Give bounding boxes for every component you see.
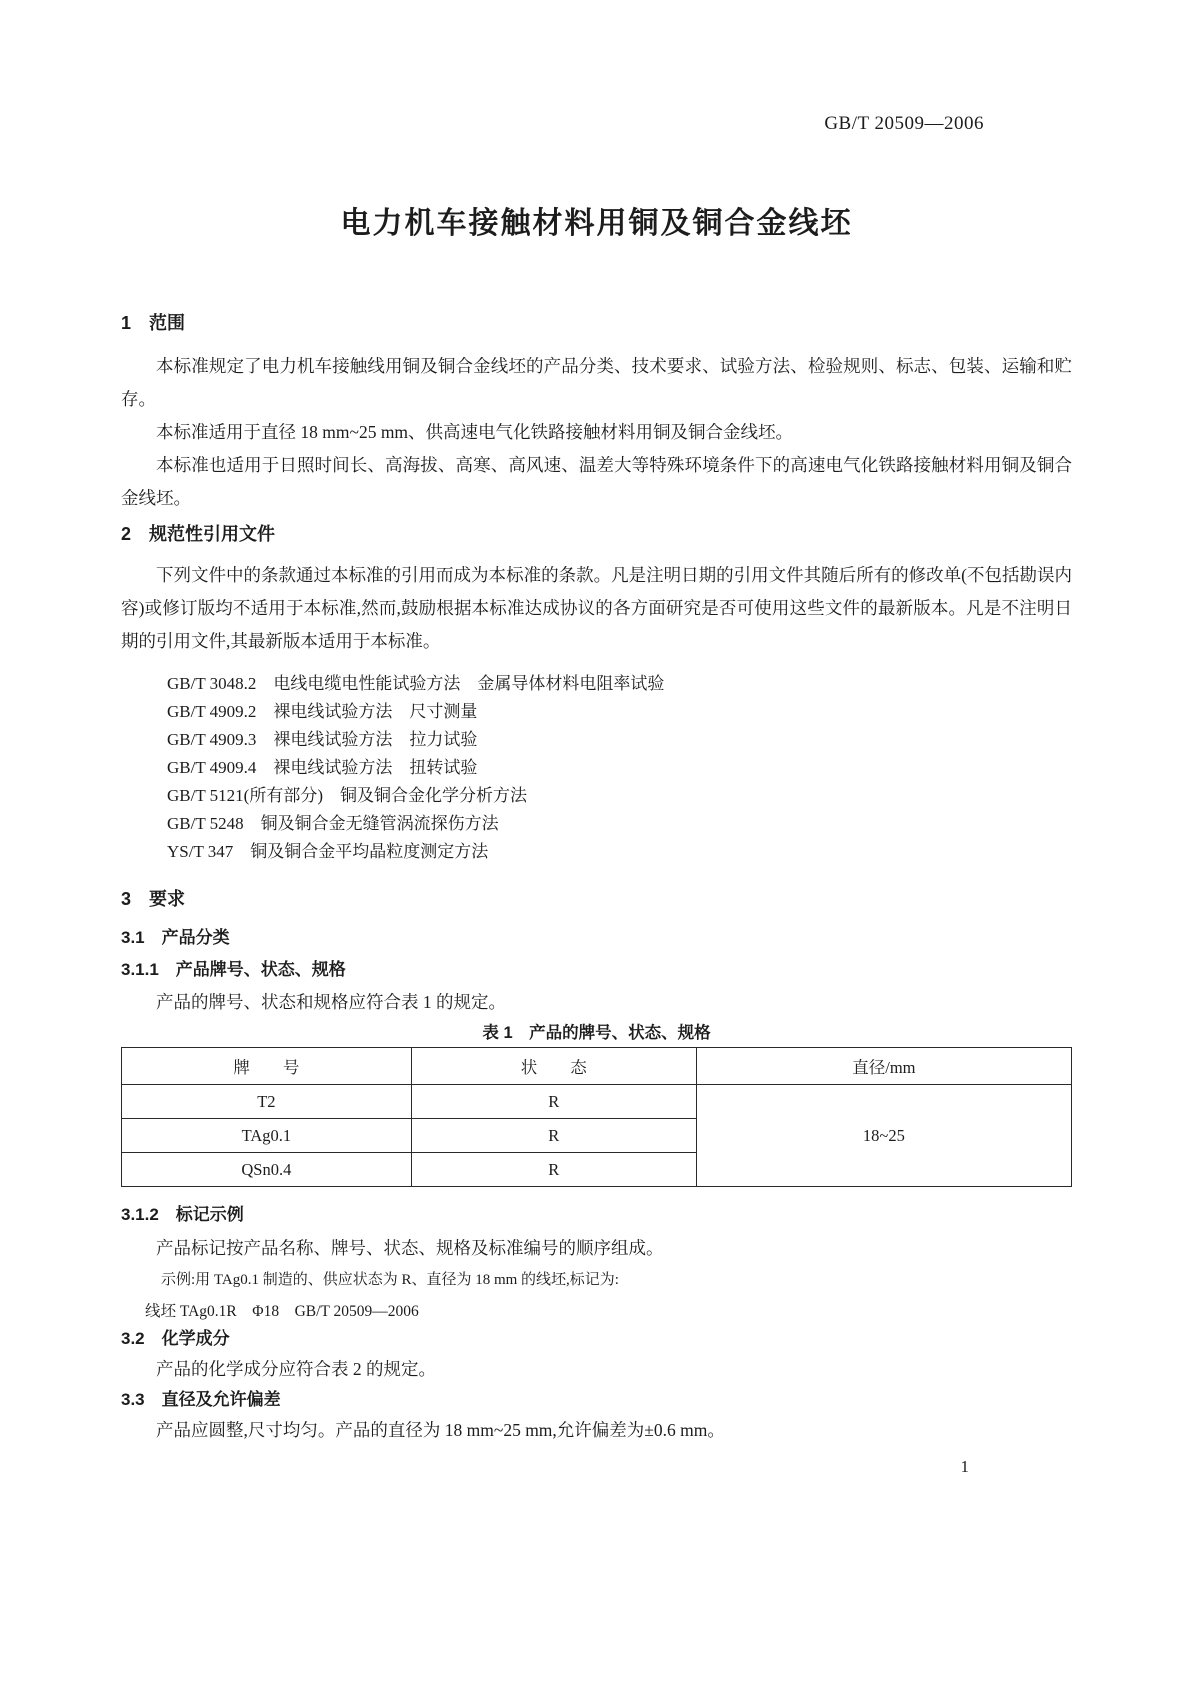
page-title: 电力机车接触材料用铜及铜合金线坯 <box>340 207 853 240</box>
table-cell-state: R <box>411 1119 696 1153</box>
section-3-heading: 3 要求 <box>121 889 186 909</box>
marking-example: 线坯 TAg0.1R Φ18 GB/T 20509—2006 <box>145 1303 419 1320</box>
table-cell-diameter: 18~25 <box>696 1085 1071 1187</box>
section-3-1-2-heading: 3.1.2 标记示例 <box>121 1205 244 1224</box>
table-row <box>122 1085 1072 1119</box>
page-number: 1 <box>960 1457 969 1476</box>
section-3-1-1-paragraph: 产品的牌号、状态和规格应符合表 1 的规定。 <box>156 992 506 1012</box>
section-3-1-2-paragraph: 产品标记按产品名称、牌号、状态、规格及标准编号的顺序组成。 <box>156 1238 664 1258</box>
table-header-grade: 牌 号 <box>122 1048 412 1085</box>
section-1-paragraph-3: 本标准也适用于日照时间长、高海拔、高寒、高风速、温差大等特殊环境条件下的高速电气化铁路接触材料用铜及铜合金线坯。 <box>121 455 1072 508</box>
section-3-3-heading: 3.3 直径及允许偏差 <box>121 1390 281 1409</box>
section-2-paragraph-1: 下列文件中的条款通过本标准的引用而成为本标准的条款。凡是注明日期的引用文件其随后所有的修改单(不包括勘误内容)或修订版均不适用于本标准,然而,鼓励根据本标准达成协议的各方面研究是否可使用这些文件的最新版本。凡是不注明日期的引用文件,其最新版本适用于本标准。 <box>121 565 1072 651</box>
reference-item: GB/T 5121(所有部分) 铜及铜合金化学分析方法 <box>167 786 527 805</box>
section-3-1-heading: 3.1 产品分类 <box>121 928 230 947</box>
table-cell-grade: T2 <box>122 1085 412 1119</box>
reference-item: GB/T 5248 铜及铜合金无缝管涡流探伤方法 <box>167 814 499 833</box>
section-3-2-heading: 3.2 化学成分 <box>121 1329 230 1348</box>
table-header-diameter: 直径/mm <box>696 1048 1071 1085</box>
marking-example-intro: 示例:用 TAg0.1 制造的、供应状态为 R、直径为 18 mm 的线坯,标记为: <box>161 1272 619 1288</box>
normative-references-list <box>167 670 1072 866</box>
table-cell-state: R <box>411 1153 696 1187</box>
section-3-2-paragraph: 产品的化学成分应符合表 2 的规定。 <box>156 1359 436 1379</box>
section-1-paragraph-1: 本标准规定了电力机车接触线用铜及铜合金线坯的产品分类、技术要求、试验方法、检验规则、标志、包装、运输和贮存。 <box>121 356 1072 409</box>
reference-item: YS/T 347 铜及铜合金平均晶粒度测定方法 <box>167 842 489 861</box>
reference-item: GB/T 4909.2 裸电线试验方法 尺寸测量 <box>167 702 478 721</box>
table-cell-grade: QSn0.4 <box>122 1153 412 1187</box>
section-1-heading: 1 范围 <box>121 313 186 333</box>
section-2-heading: 2 规范性引用文件 <box>121 524 276 544</box>
table-1-caption: 表 1 产品的牌号、状态、规格 <box>482 1024 711 1042</box>
reference-item: GB/T 4909.3 裸电线试验方法 拉力试验 <box>167 730 478 749</box>
table-cell-grade: TAg0.1 <box>122 1119 412 1153</box>
table-header-row <box>122 1048 1072 1085</box>
table-1 <box>121 1047 1072 1187</box>
table-header-state: 状 态 <box>411 1048 696 1085</box>
doc-number: GB/T 20509—2006 <box>824 113 984 134</box>
reference-item: GB/T 4909.4 裸电线试验方法 扭转试验 <box>167 758 478 777</box>
table-cell-state: R <box>411 1085 696 1119</box>
reference-item: GB/T 3048.2 电线电缆电性能试验方法 金属导体材料电阻率试验 <box>167 674 665 693</box>
section-1-paragraph-2: 本标准适用于直径 18 mm~25 mm、供高速电气化铁路接触材料用铜及铜合金线坯。 <box>156 422 794 442</box>
section-3-3-paragraph: 产品应圆整,尺寸均匀。产品的直径为 18 mm~25 mm,允许偏差为±0.6 mm。 <box>156 1420 725 1440</box>
section-3-1-1-heading: 3.1.1 产品牌号、状态、规格 <box>121 960 346 979</box>
